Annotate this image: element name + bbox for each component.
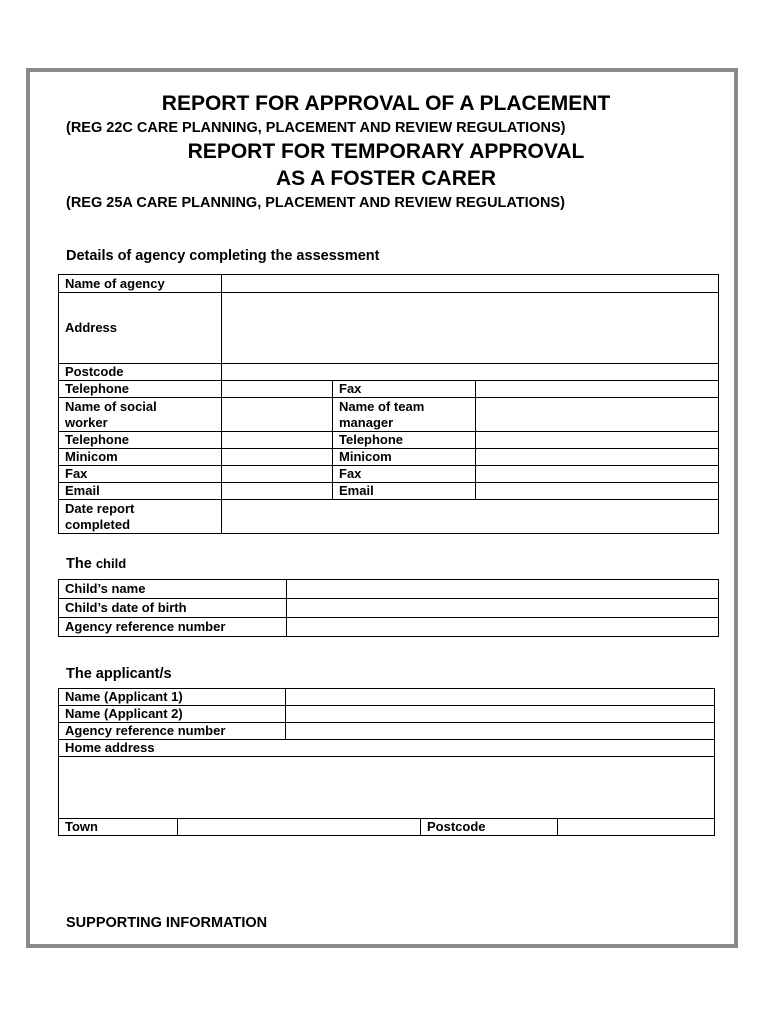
agency-name-field[interactable]: [222, 275, 719, 293]
child-dob-field[interactable]: [287, 599, 719, 618]
agency-telephone-label: Telephone: [59, 381, 222, 398]
agency-name-label: Name of agency: [59, 275, 222, 293]
social-worker-minicom-label: Minicom: [59, 449, 222, 466]
table-row: [59, 275, 719, 293]
table-row: [59, 364, 719, 381]
team-manager-name-label: Name of team manager: [333, 398, 476, 432]
applicant-reference-label: Agency reference number: [59, 723, 286, 740]
page-title-foster-carer: AS A FOSTER CARER: [275, 167, 497, 190]
supporting-information-heading: SUPPORTING INFORMATION: [66, 915, 268, 931]
agency-section-heading: Details of agency completing the assessment: [66, 248, 380, 264]
date-report-completed-field[interactable]: [222, 500, 719, 534]
applicant-details-table: [58, 688, 715, 836]
social-worker-fax-label: Fax: [59, 466, 222, 483]
team-manager-telephone-label: Telephone: [333, 432, 476, 449]
table-row: [59, 398, 719, 432]
social-worker-email-field[interactable]: [222, 483, 333, 500]
agency-fax-label: Fax: [333, 381, 476, 398]
social-worker-telephone-label: Telephone: [59, 432, 222, 449]
social-worker-minicom-field[interactable]: [222, 449, 333, 466]
table-row: [59, 466, 719, 483]
table-row: [59, 618, 719, 637]
child-dob-label: Child’s date of birth: [59, 599, 287, 618]
table-row: [59, 483, 719, 500]
applicant1-name-label: Name (Applicant 1): [59, 689, 286, 706]
table-row: [59, 757, 715, 819]
home-address-label: Home address: [59, 740, 715, 757]
applicant-postcode-field[interactable]: [558, 819, 715, 836]
table-row: [59, 580, 719, 599]
social-worker-name-field[interactable]: [222, 398, 333, 432]
applicant-postcode-label: Postcode: [421, 819, 558, 836]
town-label: Town: [59, 819, 178, 836]
regulation-subtitle-25a: (REG 25A CARE PLANNING, PLACEMENT AND REVIEW REGULATIONS): [66, 195, 565, 211]
table-row: [59, 689, 715, 706]
agency-details-table: [58, 274, 719, 534]
table-row: [59, 500, 719, 534]
table-row: [59, 432, 719, 449]
applicant2-name-label: Name (Applicant 2): [59, 706, 286, 723]
team-manager-minicom-field[interactable]: [476, 449, 719, 466]
page-title: REPORT FOR APPROVAL OF A PLACEMENT: [161, 92, 611, 115]
social-worker-email-label: Email: [59, 483, 222, 500]
table-row: [59, 449, 719, 466]
table-row: [59, 599, 719, 618]
child-section-heading: The child: [66, 556, 127, 572]
child-name-field[interactable]: [287, 580, 719, 599]
applicants-section-heading: The applicant/s: [66, 666, 172, 682]
table-row: [59, 381, 719, 398]
agency-telephone-field[interactable]: [222, 381, 333, 398]
date-report-completed-label: Date report completed: [59, 500, 222, 534]
child-name-label: Child’s name: [59, 580, 287, 599]
child-details-table: [58, 579, 719, 637]
table-row: [59, 293, 719, 364]
team-manager-name-field[interactable]: [476, 398, 719, 432]
team-manager-fax-field[interactable]: [476, 466, 719, 483]
table-row: [59, 723, 715, 740]
table-row: [59, 819, 715, 836]
team-manager-fax-label: Fax: [333, 466, 476, 483]
child-reference-label: Agency reference number: [59, 618, 287, 637]
town-field[interactable]: [178, 819, 421, 836]
social-worker-fax-field[interactable]: [222, 466, 333, 483]
table-row: [59, 706, 715, 723]
team-manager-email-label: Email: [333, 483, 476, 500]
home-address-field[interactable]: [59, 757, 715, 819]
form-page: [26, 68, 738, 948]
social-worker-name-label: Name of social worker: [59, 398, 222, 432]
page-title-temporary: REPORT FOR TEMPORARY APPROVAL: [187, 140, 585, 163]
team-manager-telephone-field[interactable]: [476, 432, 719, 449]
team-manager-minicom-label: Minicom: [333, 449, 476, 466]
team-manager-email-field[interactable]: [476, 483, 719, 500]
applicant-reference-field[interactable]: [286, 723, 715, 740]
social-worker-telephone-field[interactable]: [222, 432, 333, 449]
agency-fax-field[interactable]: [476, 381, 719, 398]
regulation-subtitle-22c: (REG 22C CARE PLANNING, PLACEMENT AND REVIEW REGULATIONS): [66, 120, 566, 136]
applicant1-name-field[interactable]: [286, 689, 715, 706]
agency-postcode-label: Postcode: [59, 364, 222, 381]
table-row: [59, 740, 715, 757]
applicant2-name-field[interactable]: [286, 706, 715, 723]
child-reference-field[interactable]: [287, 618, 719, 637]
agency-postcode-field[interactable]: [222, 364, 719, 381]
agency-address-field[interactable]: [222, 293, 719, 364]
agency-address-label: Address: [59, 293, 222, 364]
